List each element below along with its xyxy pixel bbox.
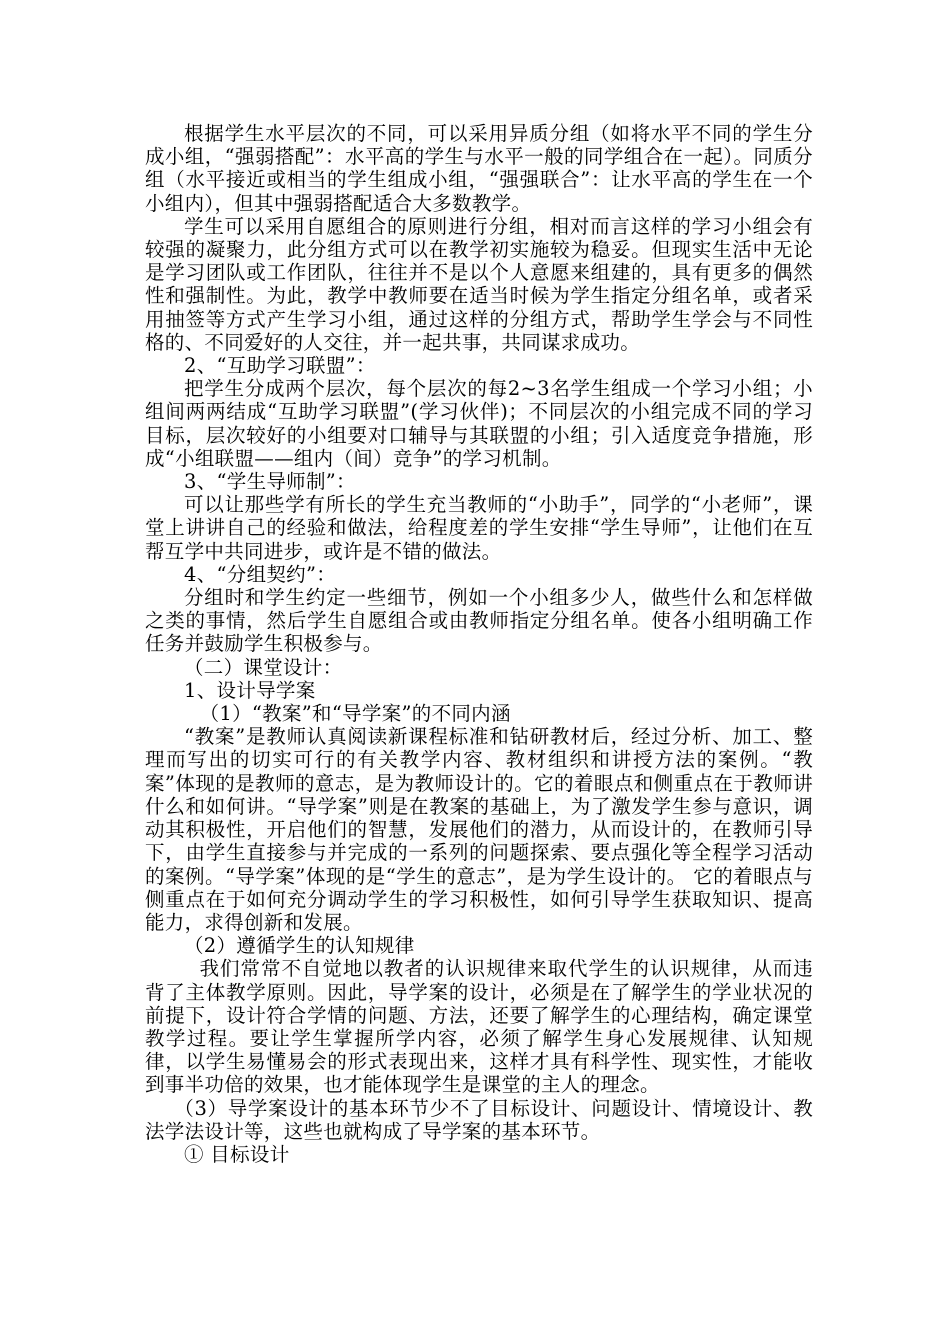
heading-goal-design: ① 目标设计 (184, 1142, 290, 1166)
paragraph-basic-steps: （3）导学案设计的基本环节少不了目标设计、问题设计、情境设计、教法学法设计等，这些也就构成了导学案的基本环节。 (145, 1096, 813, 1143)
heading-cognitive-rules: （2）遵循学生的认知规律 (184, 934, 415, 958)
heading-plan-difference: （1）“教案”和“导学案”的不同内涵 (199, 702, 511, 726)
paragraph-voluntary-grouping: 学生可以采用自愿组合的原则进行分组，相对而言这样的学习小组会有较强的凝聚力，此分组方式可以在教学初实施较为稳妥。但现实生活中无论是学习团队或工作团队，往往并不是以个人意愿来组建的，具有更多的偶然性和强制性。为此，教学中教师要在适当时候为学生指定分组名单，或者采用抽签等方式产生学习小组，通过这样的分组方式，帮助学生学会与不同性格的、不同爱好的人交往，并一起共事，共同谋求成功。 (145, 214, 813, 354)
paragraph-group-contract: 分组时和学生约定一些细节，例如一个小组多少人，做些什么和怎样做之类的事情，然后学生自愿组合或由教师指定分组名单。使各小组明确工作任务并鼓励学生积极参与。 (145, 586, 813, 656)
heading-student-mentor: 3、“学生导师制”： (184, 470, 356, 494)
paragraph-mutual-learning-alliance: 把学生分成两个层次，每个层次的每2~3名学生组成一个学习小组；小组间两两结成“互助学习联盟”(学习伙伴)；不同层次的小组完成不同的学习目标，层次较好的小组要对口辅导与其联盟的小组；引入适度竞争措施，形成“小组联盟——组内（间）竞争”的学习机制。 (145, 377, 813, 470)
heading-design-guide-plan: 1、设计导学案 (184, 678, 316, 702)
paragraph-plan-difference: “教案”是教师认真阅读新课程标准和钻研教材后，经过分析、加工、整理而写出的切实可行的有关教学内容、教材组织和讲授方法的案例。“教案”体现的是教师的意志，是为教师设计的。它的着眼点和侧重点在于教师讲什么和如何讲。“导学案”则是在教案的基础上，为了激发学生参与意识，调动其积极性，开启他们的智慧，发展他们的潜力，从而设计的，在教师引导下，由学生直接参与并完成的一系列的问题探索、要点强化等全程学习活动的案例。“导学案”体现的是“学生的意志”，是为学生设计的。 它的着眼点与侧重点在于如何充分调动学生的学习积极性，如何引导学生获取知识、提高能力，求得创新和发展。 (145, 725, 813, 934)
paragraph-cognitive-rules: 我们常常不自觉地以教者的认识规律来取代学生的认识规律，从而违背了主体教学原则。因此，导学案的设计，必须是在了解学生的学业状况的前提下，设计符合学情的问题、方法，还要了解学生的心理结构，确定课堂教学过程。要让学生掌握所学内容，必须了解学生身心发展规律、认知规律，以学生易懂易会的形式表现出来，这样才具有科学性、现实性，才能收到事半功倍的效果，也才能体现学生是课堂的主人的理念。 (145, 957, 813, 1097)
paragraph-student-mentor: 可以让那些学有所长的学生充当教师的“小助手”，同学的“小老师”，课堂上讲讲自己的经验和做法，给程度差的学生安排“学生导师”，让他们在互帮互学中共同进步，或许是不错的做法。 (145, 493, 813, 563)
paragraph-grouping-levels: 根据学生水平层次的不同，可以采用异质分组（如将水平不同的学生分成小组，“强弱搭配”：水平高的学生与水平一般的同学组合在一起）。同质分组（水平接近或相当的学生组成小组，“强强联合”：让水平高的学生在一个小组内），但其中强弱搭配适合大多数教学。 (145, 122, 813, 215)
heading-classroom-design: （二）课堂设计： (184, 655, 343, 679)
heading-group-contract: 4、“分组契约”： (184, 562, 337, 586)
heading-mutual-learning-alliance: 2、“互助学习联盟”： (184, 354, 376, 378)
document-page (145, 122, 813, 1166)
